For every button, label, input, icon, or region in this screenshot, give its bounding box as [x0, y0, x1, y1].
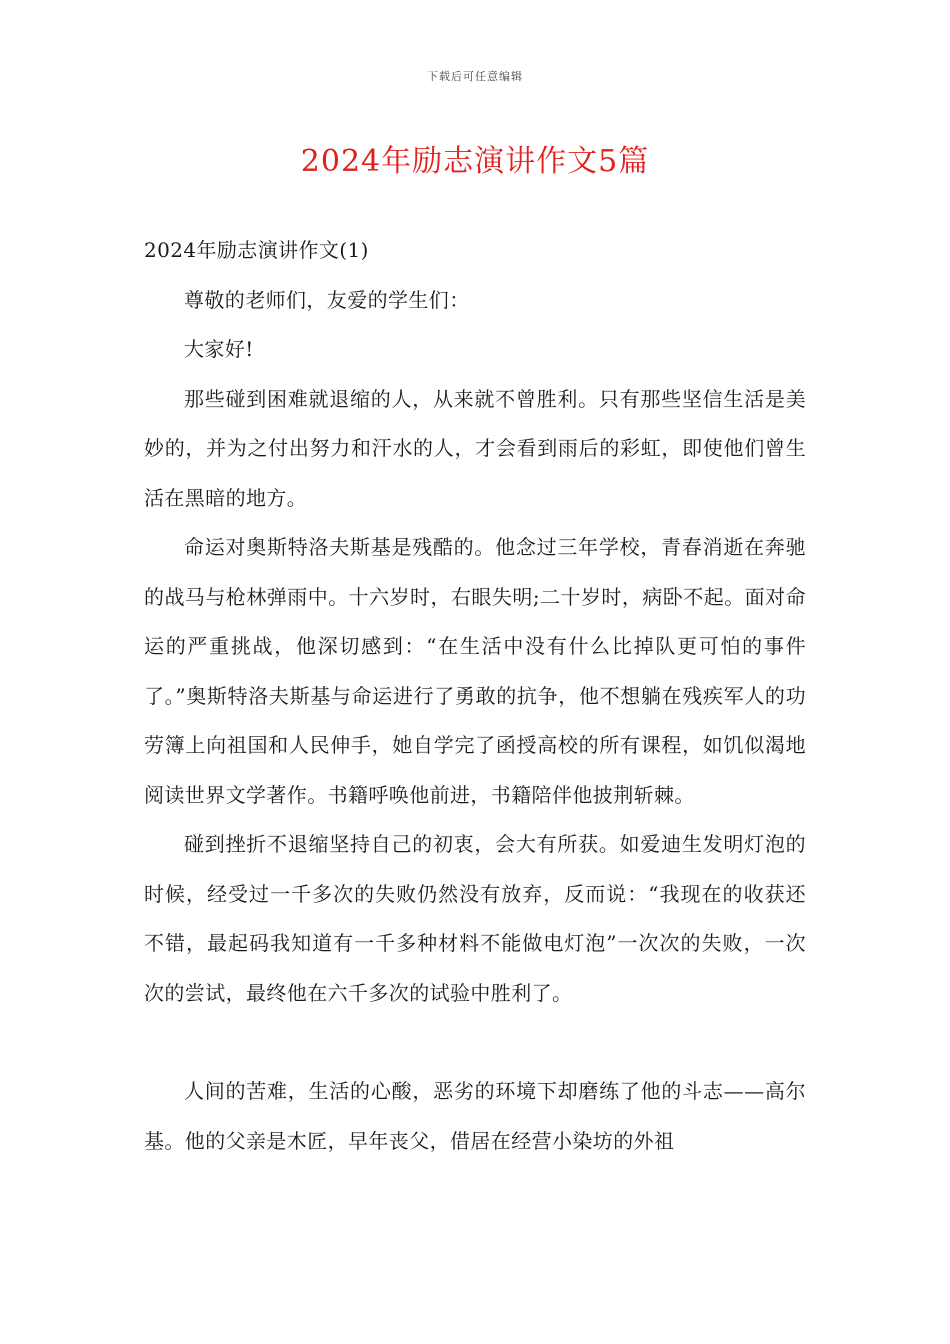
- paragraph-ostrovsky: 命运对奥斯特洛夫斯基是残酷的。他念过三年学校，青春消逝在奔驰的战马与枪林弹雨中。十六岁时，右眼失明;二十岁时，病卧不起。面对命运的严重挑战，他深切感到：“在生活中没有什么比掉队更可怕的事件了。”奥斯特洛夫斯基与命运进行了勇敢的抗争，他不想躺在残疾军人的功劳簿上向祖国和人民伸手，她自学完了函授高校的所有课程，如饥似渴地阅读世界文学著作。书籍呼唤他前进，书籍陪伴他披荆斩棘。: [144, 535, 806, 807]
- paragraph-edison: 碰到挫折不退缩坚持自己的初衷，会大有所获。如爱迪生发明灯泡的时候，经受过一千多次的失败仍然没有放弃，反而说：“我现在的收获还不错，最起码我知道有一千多种材料不能做电灯泡”一次次的失败，一次次的尝试，最终他在六千多次的试验中胜利了。: [144, 832, 806, 1005]
- paragraph-greeting: 大家好!: [184, 337, 254, 361]
- document-title: 2024年励志演讲作文5篇: [300, 144, 650, 179]
- section-heading: 2024年励志演讲作文(1): [144, 238, 369, 262]
- header-note: 下载后可任意编辑: [427, 70, 523, 83]
- paragraph-salutation: 尊敬的老师们，友爱的学生们：: [184, 287, 470, 312]
- paragraph-intro: 那些碰到困难就退缩的人，从来就不曾胜利。只有那些坚信生活是美妙的，并为之付出努力和汗水的人，才会看到雨后的彩虹，即使他们曾生活在黑暗的地方。: [144, 386, 806, 510]
- paragraph-gorky: 人间的苦难，生活的心酸，恶劣的环境下却磨练了他的斗志——高尔基。他的父亲是木匠，早年丧父，借居在经营小染坊的外祖: [144, 1079, 806, 1153]
- document-body: [144, 226, 806, 1166]
